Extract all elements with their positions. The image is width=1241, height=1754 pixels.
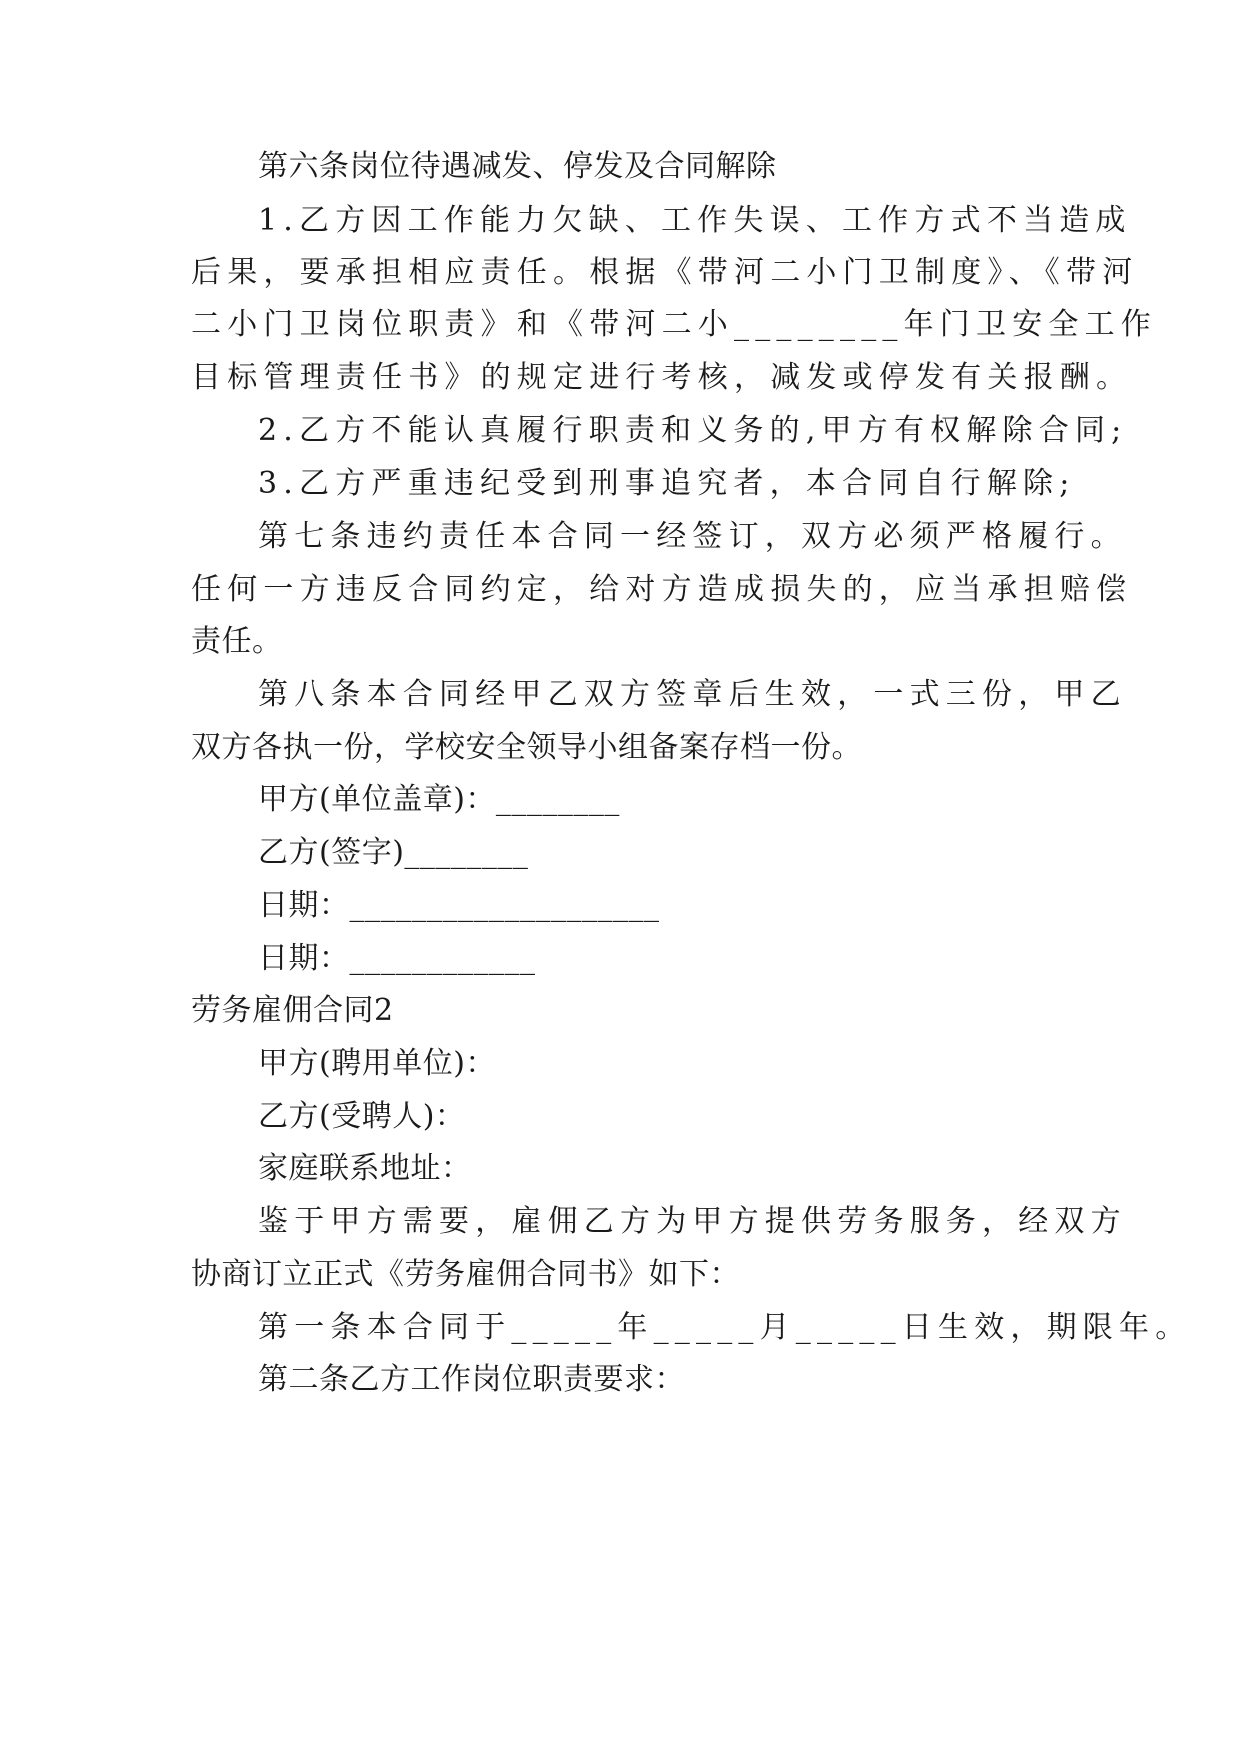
article-7-line-3: 责任。: [191, 624, 283, 659]
article-6-clause-2: 2.乙方不能认真履行职责和义务的,甲方有权解除合同;: [258, 413, 1128, 448]
preamble-line-2: 协商订立正式《劳务雇佣合同书》如下：: [191, 1257, 740, 1292]
home-address: 家庭联系地址：: [258, 1151, 472, 1186]
article-6-clause-1-line-2: 后果，要承担相应责任。根据《带河二小门卫制度》、《带河: [191, 255, 1139, 290]
party-b-employee: 乙方(受聘人)：: [258, 1099, 466, 1134]
article-1-effective-date: 第一条本合同于_____年_____月_____日生效，期限年。: [258, 1310, 1192, 1345]
date-line-1: 日期：____________________: [258, 888, 660, 923]
article-6-clause-1-line-3: 二小门卫岗位职责》和《带河二小________年门卫安全工作: [191, 307, 1157, 342]
contract-2-title: 劳务雇佣合同2: [191, 993, 394, 1028]
article-8-line-2: 双方各执一份，学校安全领导小组备案存档一份。: [191, 730, 862, 765]
article-7-line-2: 任何一方违反合同约定，给对方造成损失的，应当承担赔偿: [191, 572, 1133, 607]
party-a-seal-line: 甲方(单位盖章)：________: [258, 782, 620, 817]
article-6-heading: 第六条岗位待遇减发、停发及合同解除: [258, 149, 777, 184]
article-6-clause-1-line-4: 目标管理责任书》的规定进行考核，减发或停发有关报酬。: [191, 360, 1133, 395]
preamble-line-1: 鉴于甲方需要，雇佣乙方为甲方提供劳务服务，经双方: [258, 1204, 1127, 1239]
article-6-clause-3: 3.乙方严重违纪受到刑事追究者，本合同自行解除;: [258, 466, 1076, 501]
date-line-2: 日期：____________: [258, 941, 536, 976]
article-7-line-1: 第七条违约责任本合同一经签订，双方必须严格履行。: [258, 519, 1127, 554]
article-8-line-1: 第八条本合同经甲乙双方签章后生效，一式三份，甲乙: [258, 677, 1127, 712]
party-a-employer: 甲方(聘用单位)：: [258, 1046, 496, 1081]
article-6-clause-1-line-1: 1.乙方因工作能力欠缺、工作失误、工作方式不当造成: [258, 203, 1132, 238]
article-2-duties: 第二条乙方工作岗位职责要求：: [258, 1362, 685, 1397]
party-b-signature-line: 乙方(签字)________: [258, 835, 529, 870]
